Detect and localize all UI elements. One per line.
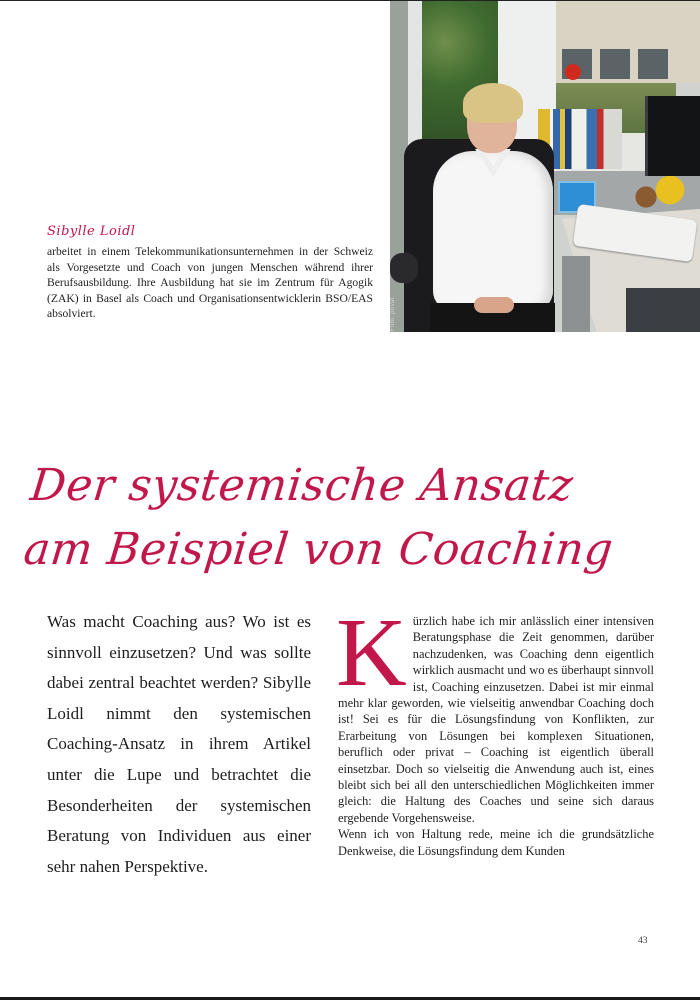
photo-toys bbox=[628, 176, 688, 211]
body-paragraph: ürzlich habe ich mir anlässlich einer intensiven Beratungsphase die Zeit genommen, darüber nachzudenken, was Coaching denn eigentlich wirklich ausmacht und wo es überhaupt sinnvoll ist, Coaching einzusetzen. Dabei ist mir einmal mehr klar geworden, wie vielseitig anwendbar Coaching doch ist! Sei es für die Lösungsfindung von Konflikten, zur Erarbeitung von Lösungen bei komplexen Situationen, beruflich oder privat – Coaching ist eigentlich überall einsetzbar. Doch so vielseitig die Anwendung auch ist, eines bleibt sich bei all den unterschiedlichen Möglichkeiten immer gleich: die Haltung des Coaches und seine sich daraus ergebende Vorgehensweise. bbox=[338, 614, 654, 825]
article-title-line-2: am Beispiel von Coaching bbox=[21, 524, 616, 576]
drop-cap: K bbox=[336, 599, 407, 707]
photo-window-frame bbox=[408, 1, 422, 161]
author-bio: arbeitet in einem Telekommunikationsunternehmen in der Schweiz als Vorgesetzte und Coach von jungen Menschen während ihrer Berufsausbildung. Ihre Ausbildung hat sie im Zentrum für Agogik (ZAK) in Basel als Coach und Organisationsentwicklerin BSO/EAS absolviert. bbox=[47, 245, 373, 321]
photo-chair-armrest bbox=[390, 253, 418, 283]
photo-person-hair bbox=[463, 83, 523, 123]
author-name: Sibylle Loidl bbox=[47, 224, 136, 239]
article-body bbox=[336, 599, 654, 859]
photo-drawers bbox=[562, 256, 590, 332]
photo-building-window bbox=[600, 49, 630, 79]
photo-credit: Foto: privat bbox=[390, 297, 396, 331]
article-title-line-1: Der systemische Ansatz bbox=[28, 460, 576, 512]
body-paragraph: Wenn ich von Haltung rede, meine ich die grundsätzliche Denkweise, die Lösungsfindung dem Kunden bbox=[338, 827, 654, 858]
author-photo bbox=[390, 1, 700, 332]
photo-person-hands bbox=[474, 297, 514, 313]
page-number: 43 bbox=[638, 936, 648, 946]
article-lead: Was macht Coaching aus? Wo ist es sinnvoll einzusetzen? Und was sollte dabei zentral beachtet werden? Sibylle Loidl nimmt den systemischen Coaching-Ansatz in ihrem Artikel unter die Lupe und betrachtet die Besonderheiten der systemischen Beratung von Individuen aus einer sehr nahen Perspektive. bbox=[47, 612, 311, 876]
photo-monitor bbox=[645, 96, 700, 176]
photo-desk-pad bbox=[626, 288, 700, 332]
article-title bbox=[21, 454, 674, 582]
photo-building-window bbox=[638, 49, 668, 79]
photo-flower bbox=[565, 64, 581, 80]
